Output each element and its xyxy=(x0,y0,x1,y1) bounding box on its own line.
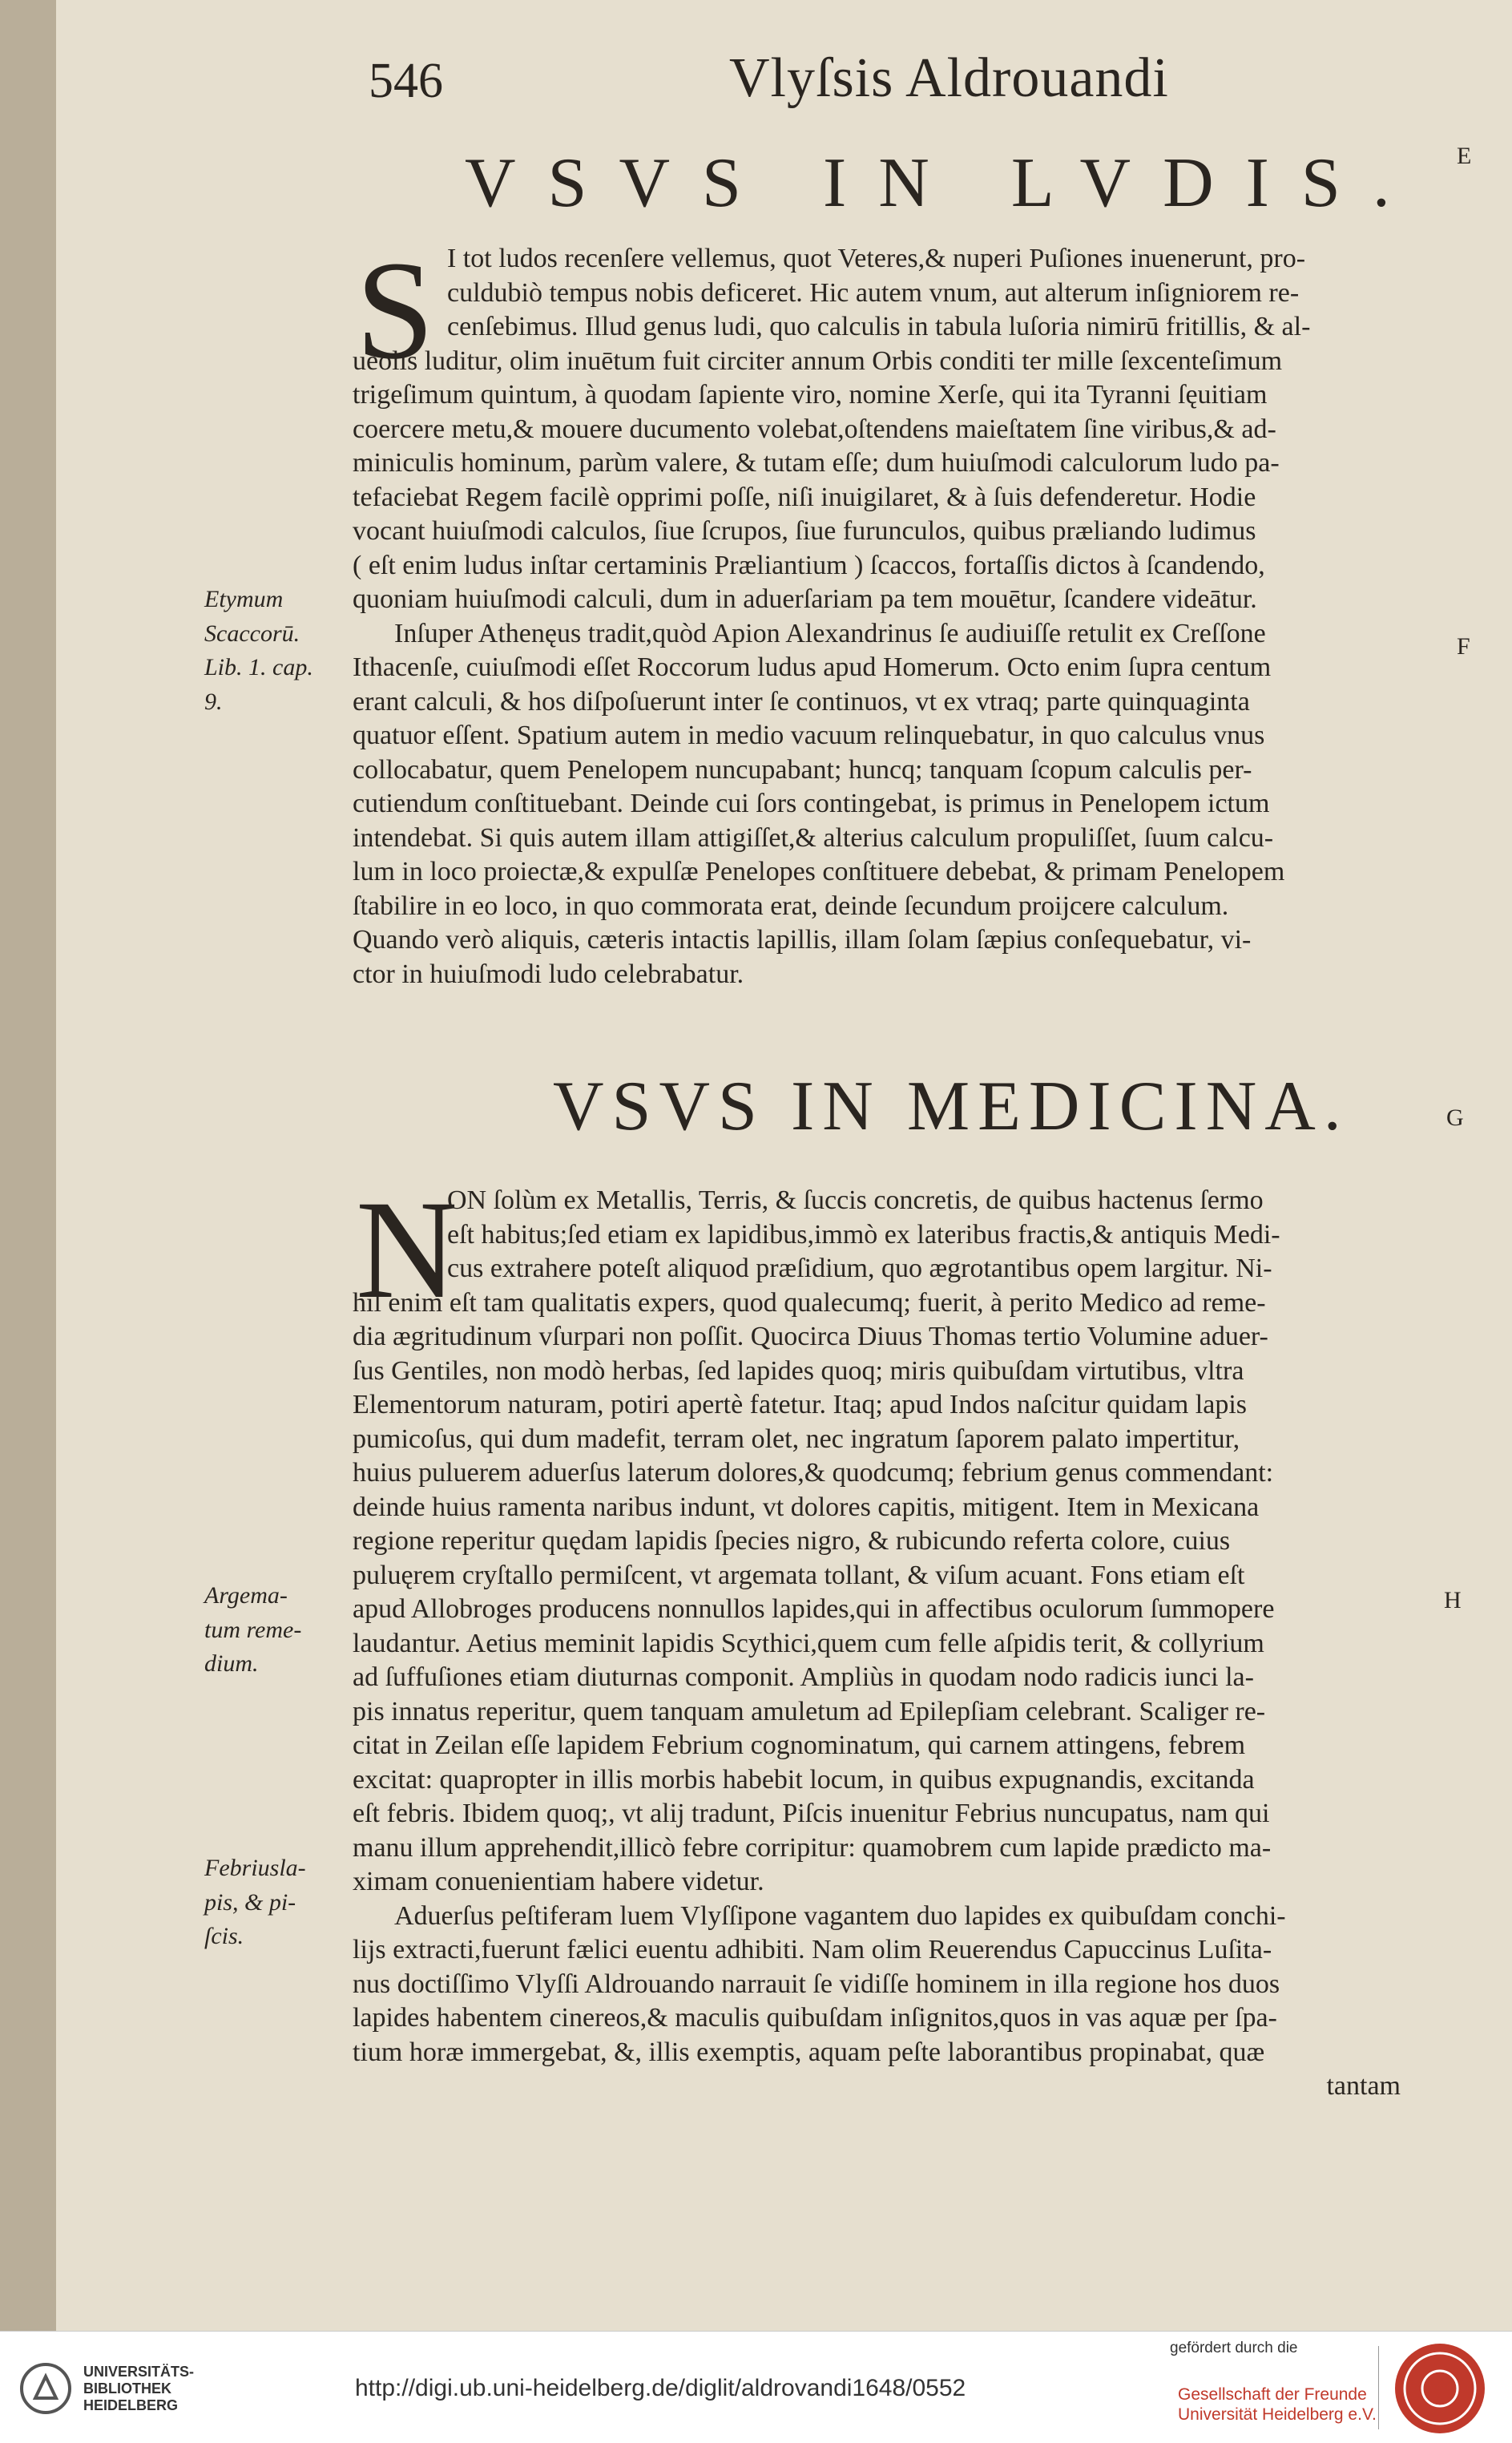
university-seal-icon xyxy=(1393,2341,1487,2436)
margin-note-line: 9. xyxy=(204,688,223,715)
text-line: lijs extracti,fuerunt fælici euentu adhibiti. Nam olim Reuerendus Capuccinus Luſita- xyxy=(353,1935,1272,1964)
text-line: ctor in huiuſmodi ludo celebrabatur. xyxy=(353,959,744,989)
running-title: Vlyſsis Aldrouandi xyxy=(729,47,1169,109)
section-title-ludis: VSVS IN LVDIS. xyxy=(465,144,1422,222)
text-line: regione reperitur quędam lapidis ſpecies nigro, & rubicundo referta colore, cuius xyxy=(353,1526,1231,1556)
text-line: lapides habentem cinereos,& maculis quibuſdam inſignitos,quos in vas aquæ per ſpa- xyxy=(353,2003,1277,2033)
text-line: ueolis luditur, olim inuētum fuit circiter annum Orbis conditi ter mille ſexcenteſimum xyxy=(353,345,1283,376)
signature-g: G xyxy=(1446,1104,1464,1131)
society-name xyxy=(1178,2384,1377,2425)
library-name-line: BIBLIOTHEK xyxy=(83,2380,171,2397)
library-name-line: HEIDELBERG xyxy=(83,2397,179,2413)
text-line: intendebat. Si quis autem illam attigiſſet,& alterius calculum propuliſſet, ſuum calcu- xyxy=(353,822,1274,853)
margin-note-line: Scaccorū. xyxy=(204,620,300,647)
text-line: excitat: quapropter in illis morbis habebit locum, in quibus expugnandis, excitanda xyxy=(353,1764,1255,1795)
text-line: Ithacenſe, cuiuſmodi eſſet Roccorum ludus apud Homerum. Octo enim ſupra centum xyxy=(353,652,1272,682)
margin-note-line: dium. xyxy=(204,1650,259,1677)
society-name-line: Gesellschaft der Freunde xyxy=(1178,2385,1367,2404)
text-line: lum in loco proiectæ,& expulſæ Penelopes conſtituere debebat, & primam Penelopem xyxy=(353,857,1285,886)
text-line: citat in Zeilan eſſe lapidem Febrium cognominatum, qui carnem attingens, febrem xyxy=(353,1730,1246,1760)
text-line: pis innatus reperitur, quem tanquam amuletum ad Epilepſiam celebrant. Scaliger re- xyxy=(353,1696,1266,1726)
text-line: Aduerſus peſtiferam luem Vlyſſipone vagantem duo lapides ex quibuſdam conchi- xyxy=(394,1900,1286,1931)
margin-note-febrius xyxy=(204,1851,349,1954)
signature-f: F xyxy=(1457,633,1470,660)
text-line: Inſuper Athenęus tradit,quòd Apion Alexandrinus ſe audiuiſſe retulit ex Creſſone xyxy=(394,618,1266,648)
text-line: ximam conuenientiam habere videtur. xyxy=(353,1867,764,1896)
text-line: ſus Gentiles, non modò herbas, ſed lapides quoq; miris quibuſdam virtutibus, vltra xyxy=(353,1355,1244,1386)
signature-e: E xyxy=(1457,143,1472,169)
text-line: apud Allobroges producens nonnullos lapides,qui in affectibus oculorum ſummopere xyxy=(353,1594,1275,1624)
book-gutter xyxy=(0,0,56,2331)
text-line: ON ſolùm ex Metallis, Terris, & ſuccis concretis, de quibus hactenus ſermo xyxy=(447,1185,1264,1215)
text-line: Quando verò aliquis, cæteris intactis lapillis, illam ſolam ſæpius conſequebatur, vi- xyxy=(353,925,1252,955)
text-line: cenſebimus. Illud genus ludi, quo calculis in tabula luſoria nimirū fritillis, & al- xyxy=(447,312,1311,341)
text-line: quoniam huiuſmodi calculi, dum in aduerſariam pa tem mouētur, ſcandere videātur. xyxy=(353,584,1257,614)
library-logo-icon xyxy=(19,2362,72,2415)
margin-note-line: ſcis. xyxy=(204,1923,244,1949)
text-line: erant calculi, & hos diſpoſuerunt inter ſe continuos, vt ex vtraq; parte quinquaginta xyxy=(353,686,1250,717)
text-line: culdubiò tempus nobis deficeret. Hic autem vnum, aut alterum inſigniorem re- xyxy=(447,277,1300,308)
margin-note-line: Febriusla- xyxy=(204,1855,306,1881)
text-line: ad ſuffuſiones etiam diuturnas componit. Ampliùs in quodam nodo radicis iunci la- xyxy=(353,1662,1254,1692)
text-line: collocabatur, quem Penelopem nuncupabant; huncq; tanquam ſcopum calculis per- xyxy=(353,754,1252,785)
text-line: ( eſt enim ludus inſtar certaminis Præliantium ) ſcaccos, fortaſſis dictos à ſcandendo, xyxy=(353,550,1265,580)
text-line: trigeſimum quintum, à quodam ſapiente viro, nomine Xerſe, qui ita Tyranni ſęuitiam xyxy=(353,380,1268,410)
margin-note-etymum xyxy=(204,583,349,719)
library-name-line: UNIVERSITÄTS- xyxy=(83,2364,195,2380)
margin-note-line: Argema- xyxy=(204,1582,288,1609)
page-header xyxy=(353,38,1169,111)
page-number: 546 xyxy=(369,54,443,108)
text-line: deinde huius ramenta naribus indunt, vt dolores capitis, mitigent. Item in Mexicana xyxy=(353,1492,1260,1522)
text-line: manu illum apprehendit,illicò febre corripitur: quamobrem cum lapide prædicto ma- xyxy=(353,1832,1272,1863)
text-line: miniculis hominum, parùm valere, & tutam eſſe; dum huiuſmodi calculorum ludo pa- xyxy=(353,448,1280,478)
margin-note-line: Etymum xyxy=(204,586,284,612)
margin-note-line: Lib. 1. cap. xyxy=(204,654,313,680)
section-title-medicina: VSVS IN MEDICINA. xyxy=(553,1068,1349,1145)
funded-by-label: gefördert durch die xyxy=(1170,2340,1298,2356)
text-line: cus extrahere poteſt aliquod præſidium, quo ægrotantibus opem largitur. Ni- xyxy=(447,1254,1272,1283)
margin-note-argemata xyxy=(204,1579,349,1682)
signature-h: H xyxy=(1444,1587,1462,1613)
text-line: hil enim eſt tam qualitatis expers, quod qualecumq; fuerit, à perito Medico ad reme- xyxy=(353,1287,1266,1318)
margin-note-line: pis, & pi- xyxy=(204,1888,296,1916)
society-name-line: Universität Heidelberg e.V. xyxy=(1178,2405,1377,2424)
dropcap-s: S xyxy=(356,232,434,389)
margin-note-line: tum reme- xyxy=(204,1616,302,1643)
permalink-url[interactable]: http://digi.ub.uni-heidelberg.de/diglit/aldrovandi1648/0552 xyxy=(355,2375,966,2401)
section-body-ludis xyxy=(353,232,1458,991)
text-line: eſt febris. Ibidem quoq;, vt alij tradunt, Piſcis inuenitur Febrius nuncupatus, nam qui xyxy=(353,1799,1270,1828)
text-line: Elementorum naturam, potiri apertè fatetur. Itaq; apud Indos naſcitur quidam lapis xyxy=(353,1390,1247,1419)
library-name xyxy=(83,2364,194,2414)
text-line: I tot ludos recenſere vellemus, quot Veteres,& nuperi Puſiones inuenerunt, pro- xyxy=(447,244,1306,273)
text-line: nus doctiſſimo Vlyſſi Aldrouando narrauit ſe vidiſſe hominem in illa regione hos duos xyxy=(353,1969,1280,1999)
text-line: vocant huiuſmodi calculos, ſiue ſcrupos, ſiue furunculos, quibus præliando ludimus xyxy=(353,516,1256,546)
viewer-footer xyxy=(0,2331,1512,2443)
footer-divider xyxy=(1378,2346,1379,2429)
text-line: pumicoſus, qui dum madefit, terram olet, nec ingratum ſaporem palato impertitur, xyxy=(353,1423,1240,1454)
text-line: ſtabilire in eo loco, in quo commorata erat, deinde ſecundum proijcere calculum. xyxy=(353,890,1229,921)
text-line: eſt habitus;ſed etiam ex lapidibus,immò ex lateribus fractis,& antiquis Medi- xyxy=(447,1219,1280,1250)
section-body-medicina xyxy=(353,1184,1458,2104)
dropcap-n: N xyxy=(356,1172,458,1328)
text-line: tefaciebat Regem facilè opprimi poſſe, niſi inuigilaret, & à ſuis defenderetur. Hodie xyxy=(353,482,1256,512)
text-line: tium horæ immergebat, &, illis exemptis, aquam peſte laborantibus propinabat, quæ xyxy=(353,2037,1265,2067)
catchword: tantam xyxy=(1326,2071,1401,2101)
text-line: dia ægritudinum vſurpari non poſſit. Quocirca Diuus Thomas tertio Volumine aduer- xyxy=(353,1322,1268,1351)
text-line: coercere metu,& mouere ducumento volebat,oſtendens maieſtatem ſine viribus,& ad- xyxy=(353,414,1276,444)
text-line: puluęrem cryſtallo permiſcent, vt argemata tollant, & viſum acuant. Fons etiam eſt xyxy=(353,1560,1245,1590)
text-line: cutiendum conſtituebant. Deinde cui ſors contingebat, is primus in Penelopem ictum xyxy=(353,789,1270,818)
text-line: quatuor eſſent. Spatium autem in medio vacuum relinquebatur, in quo calculus vnus xyxy=(353,721,1265,750)
text-line: huius puluerem aduerſus laterum dolores,& quodcumq; febrium genus commendant: xyxy=(353,1458,1274,1488)
text-line: laudantur. Aetius meminit lapidis Scythici,quem cum felle aſpidis terit, & collyrium xyxy=(353,1628,1264,1658)
